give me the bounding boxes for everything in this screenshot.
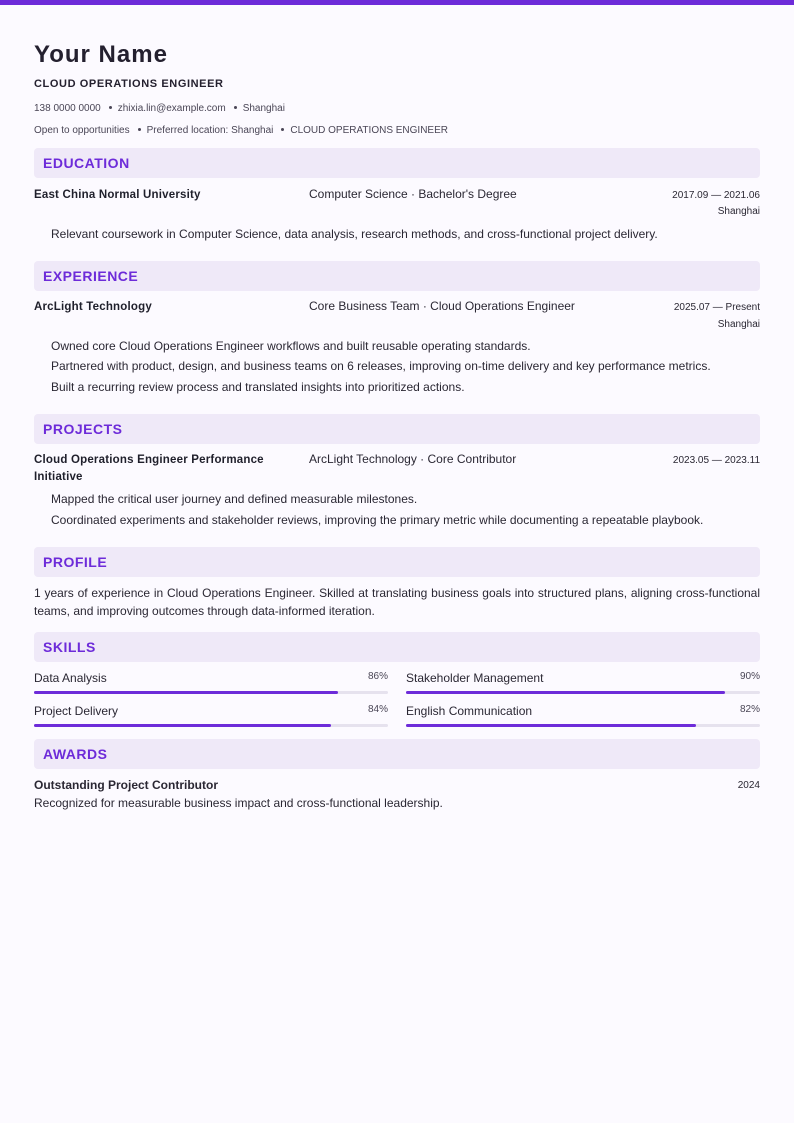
phone-number: 138 0000 0000 bbox=[34, 103, 101, 114]
separator-dot-icon bbox=[109, 106, 112, 109]
skill-bar-fill bbox=[34, 724, 331, 727]
skill-bar-track bbox=[406, 724, 760, 727]
award-year: 2024 bbox=[737, 780, 760, 791]
separator-dot-icon bbox=[138, 128, 141, 131]
award-description: Recognized for measurable business impact and cross-functional leadership. bbox=[34, 796, 443, 810]
education-dates: 2017.09 — 2021.06 bbox=[672, 190, 760, 201]
skill-name: Stakeholder Management bbox=[406, 671, 544, 685]
target-role: CLOUD OPERATIONS ENGINEER bbox=[290, 125, 448, 136]
list-item: Coordinated experiments and stakeholder reviews, improving the primary metric while documenting a repeatable playbook. bbox=[51, 513, 704, 527]
section-heading-profile: PROFILE bbox=[34, 547, 760, 577]
project-name-line: Cloud Operations Engineer Performance bbox=[34, 454, 264, 466]
degree: Computer Science · Bachelor's Degree bbox=[309, 187, 517, 201]
skill-bar-track bbox=[406, 691, 760, 694]
separator-dot-icon bbox=[281, 128, 284, 131]
skill-name: Project Delivery bbox=[34, 704, 119, 718]
list-item: Partnered with product, design, and business teams on 6 releases, improving on-time delivery and key performance metrics. bbox=[51, 359, 711, 373]
email-address[interactable]: zhixia.lin@example.com bbox=[117, 103, 226, 114]
section-heading-awards: AWARDS bbox=[34, 739, 760, 769]
skill-bar-track bbox=[34, 724, 388, 727]
school-name: East China Normal University bbox=[34, 189, 201, 201]
skill-bar-track bbox=[34, 691, 388, 694]
skill-percent: 84% bbox=[367, 704, 388, 715]
skill-bar-fill bbox=[406, 691, 725, 694]
job-status: Open to opportunities bbox=[34, 125, 130, 136]
experience-dates: 2025.07 — Present bbox=[673, 302, 760, 313]
skill-bar-fill bbox=[406, 724, 696, 727]
skill-percent: 90% bbox=[739, 671, 760, 682]
project-role: ArcLight Technology · Core Contributor bbox=[309, 452, 517, 466]
award-title: Outstanding Project Contributor bbox=[34, 778, 218, 792]
candidate-title: CLOUD OPERATIONS ENGINEER bbox=[34, 78, 224, 90]
education-location: Shanghai bbox=[717, 206, 760, 217]
skill-percent: 82% bbox=[739, 704, 760, 715]
top-accent-bar bbox=[0, 0, 794, 5]
project-dates: 2023.05 — 2023.11 bbox=[672, 455, 760, 466]
list-item: Owned core Cloud Operations Engineer workflows and built reusable operating standards. bbox=[51, 339, 531, 353]
separator-dot-icon bbox=[234, 106, 237, 109]
company-name: ArcLight Technology bbox=[34, 301, 152, 313]
section-heading-projects: PROJECTS bbox=[34, 414, 760, 444]
availability-line bbox=[34, 125, 448, 136]
preferred-location: Preferred location: Shanghai bbox=[146, 125, 274, 136]
list-item: Built a recurring review process and translated insights into prioritized actions. bbox=[51, 380, 465, 394]
contact-line bbox=[34, 103, 285, 114]
experience-location: Shanghai bbox=[717, 319, 760, 330]
project-name-line: Initiative bbox=[34, 471, 83, 483]
section-heading-experience: EXPERIENCE bbox=[34, 261, 760, 291]
city: Shanghai bbox=[242, 103, 285, 114]
profile-summary: 1 years of experience in Cloud Operations Engineer. Skilled at translating business goals into structured plans, aligning cross-functional teams, and improving outcomes through data-informed iteration. bbox=[34, 586, 760, 618]
candidate-name: Your Name bbox=[34, 41, 168, 68]
job-role: Core Business Team · Cloud Operations Engineer bbox=[309, 299, 575, 313]
skill-name: English Communication bbox=[406, 704, 533, 718]
skill-percent: 86% bbox=[367, 671, 388, 682]
project-name bbox=[34, 452, 264, 486]
education-detail: Relevant coursework in Computer Science, data analysis, research methods, and cross-functional project delivery. bbox=[51, 227, 658, 241]
skill-name: Data Analysis bbox=[34, 671, 107, 685]
list-item: Mapped the critical user journey and defined measurable milestones. bbox=[51, 492, 418, 506]
section-heading-education: EDUCATION bbox=[34, 148, 760, 178]
section-heading-skills: SKILLS bbox=[34, 632, 760, 662]
skill-bar-fill bbox=[34, 691, 338, 694]
